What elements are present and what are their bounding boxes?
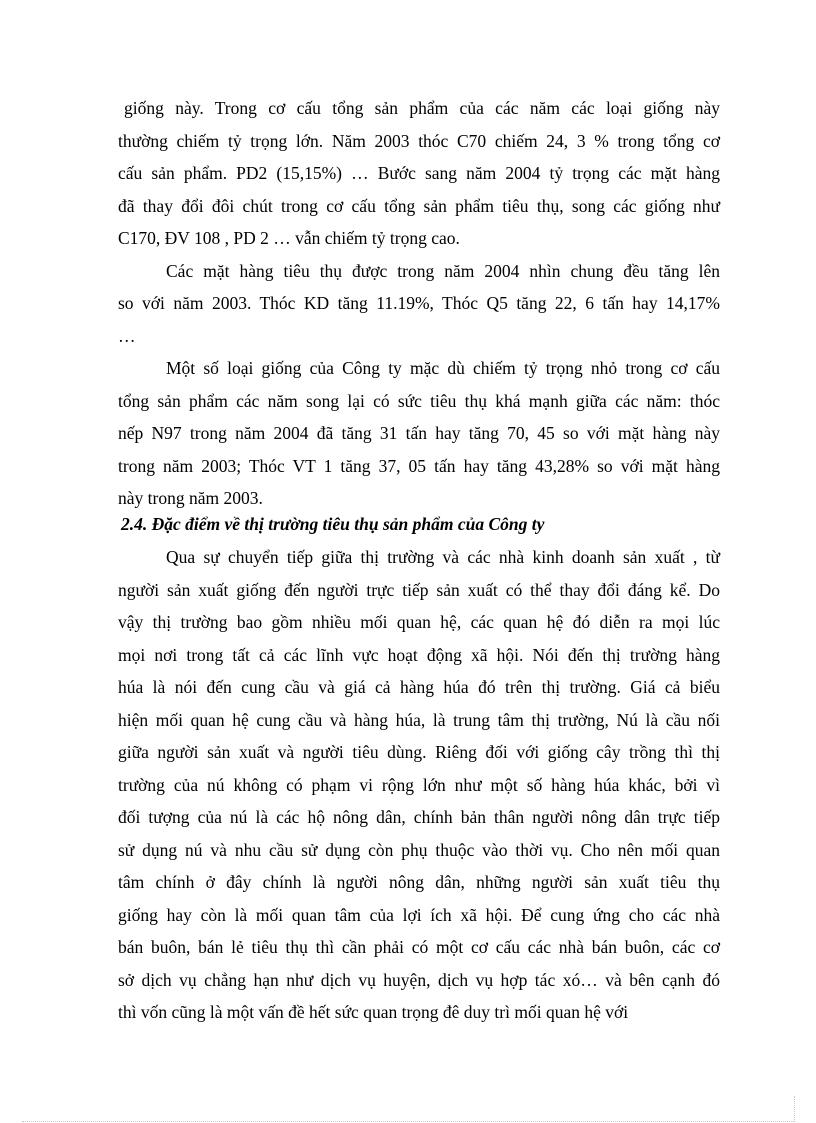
paragraph-line: vậy thị trường bao gồm nhiều mối quan hệ, các quan hệ đó diễn ra mọi lúc <box>118 612 720 632</box>
paragraph-line: này trong năm 2003. <box>118 488 263 508</box>
paragraph-line: bán buôn, bán lẻ tiêu thụ thì cần phải có một cơ cấu các nhà bán buôn, các cơ <box>118 937 720 957</box>
paragraph-line: trường của nú không có phạm vi rộng lớn như một số hàng húa khác, bởi vì <box>118 775 720 795</box>
section-heading: 2.4. Đặc điểm về thị trường tiêu thụ sản phẩm của Công ty <box>121 514 545 534</box>
paragraph-line: người sản xuất giống đến người trực tiếp sản xuất có thể thay đổi đáng kể. Do <box>118 580 720 600</box>
paragraph-line: nếp N97 trong năm 2004 đã tăng 31 tấn hay tăng 70, 45 so với mặt hàng này <box>118 423 720 443</box>
paragraph-line: đã thay đổi đôi chút trong cơ cấu tổng sản phẩm tiêu thụ, song các giống như <box>118 196 720 216</box>
paragraph-line: đối tượng của nú là các hộ nông dân, chính bản thân người nông dân trực tiếp <box>118 807 720 827</box>
paragraph-line: thì vốn cũng là một vấn đề hết sức quan trọng đê duy trì mối quan hệ với <box>118 1002 629 1022</box>
paragraph-line: mọi nơi trong tất cả các lĩnh vực hoạt động xã hội. Nói đến thị trường hàng <box>118 645 720 665</box>
paragraph-line: hiện mối quan hệ cung cầu và hàng húa, là trung tâm thị trường, Nú là cầu nối <box>118 710 720 730</box>
paragraph-line: tâm chính ở đây chính là người nông dân, những người sản xuất tiêu thụ <box>118 872 720 892</box>
paragraph-line: Qua sự chuyển tiếp giữa thị trường và các nhà kinh doanh sản xuất , từ <box>166 547 720 567</box>
paragraph-line: giống này. Trong cơ cấu tổng sản phẩm của các năm các loại giống này <box>124 98 720 118</box>
paragraph-line: cấu sản phẩm. PD2 (15,15%) … Bước sang năm 2004 tỷ trọng các mặt hàng <box>118 163 720 183</box>
paragraph-line: thường chiếm tỷ trọng lớn. Năm 2003 thóc C70 chiếm 24, 3 % trong tổng cơ <box>118 131 720 151</box>
page-bottom-border <box>22 1121 794 1122</box>
paragraph-line: so với năm 2003. Thóc KD tăng 11.19%, Thóc Q5 tăng 22, 6 tấn hay 14,17% <box>118 293 720 313</box>
paragraph-line: giữa người sản xuất và người tiêu dùng. Riêng đối với giống cây trồng thì thị <box>118 742 720 762</box>
paragraph-line: sử dụng nú và nhu cầu sử dụng còn phụ thuộc vào thời vụ. Cho nên mối quan <box>118 840 720 860</box>
paragraph-line: giống hay còn là mối quan tâm của lợi ích xã hội. Để cung ứng cho các nhà <box>118 905 720 925</box>
paragraph-line: tổng sản phẩm các năm song lại có sức tiêu thụ khá mạnh giữa các năm: thóc <box>118 391 720 411</box>
paragraph-line: Một số loại giống của Công ty mặc dù chiếm tỷ trọng nhỏ trong cơ cấu <box>166 358 720 378</box>
paragraph-line: trong năm 2003; Thóc VT 1 tăng 37, 05 tấn hay tăng 43,28% so với mặt hàng <box>118 456 720 476</box>
paragraph-line: húa là nói đến cung cầu và giá cả hàng húa đó trên thị trường. Giá cả biểu <box>118 677 720 697</box>
paragraph-line: C170, ĐV 108 , PD 2 … vẫn chiếm tỷ trọng cao. <box>118 228 460 248</box>
paragraph-line: sở dịch vụ chẳng hạn như dịch vụ huyện, dịch vụ hợp tác xó… và bên cạnh đó <box>118 970 720 990</box>
page-corner-mark <box>794 1096 795 1122</box>
paragraph-line: … <box>118 326 136 346</box>
paragraph-line: Các mặt hàng tiêu thụ được trong năm 2004 nhìn chung đều tăng lên <box>166 261 720 281</box>
